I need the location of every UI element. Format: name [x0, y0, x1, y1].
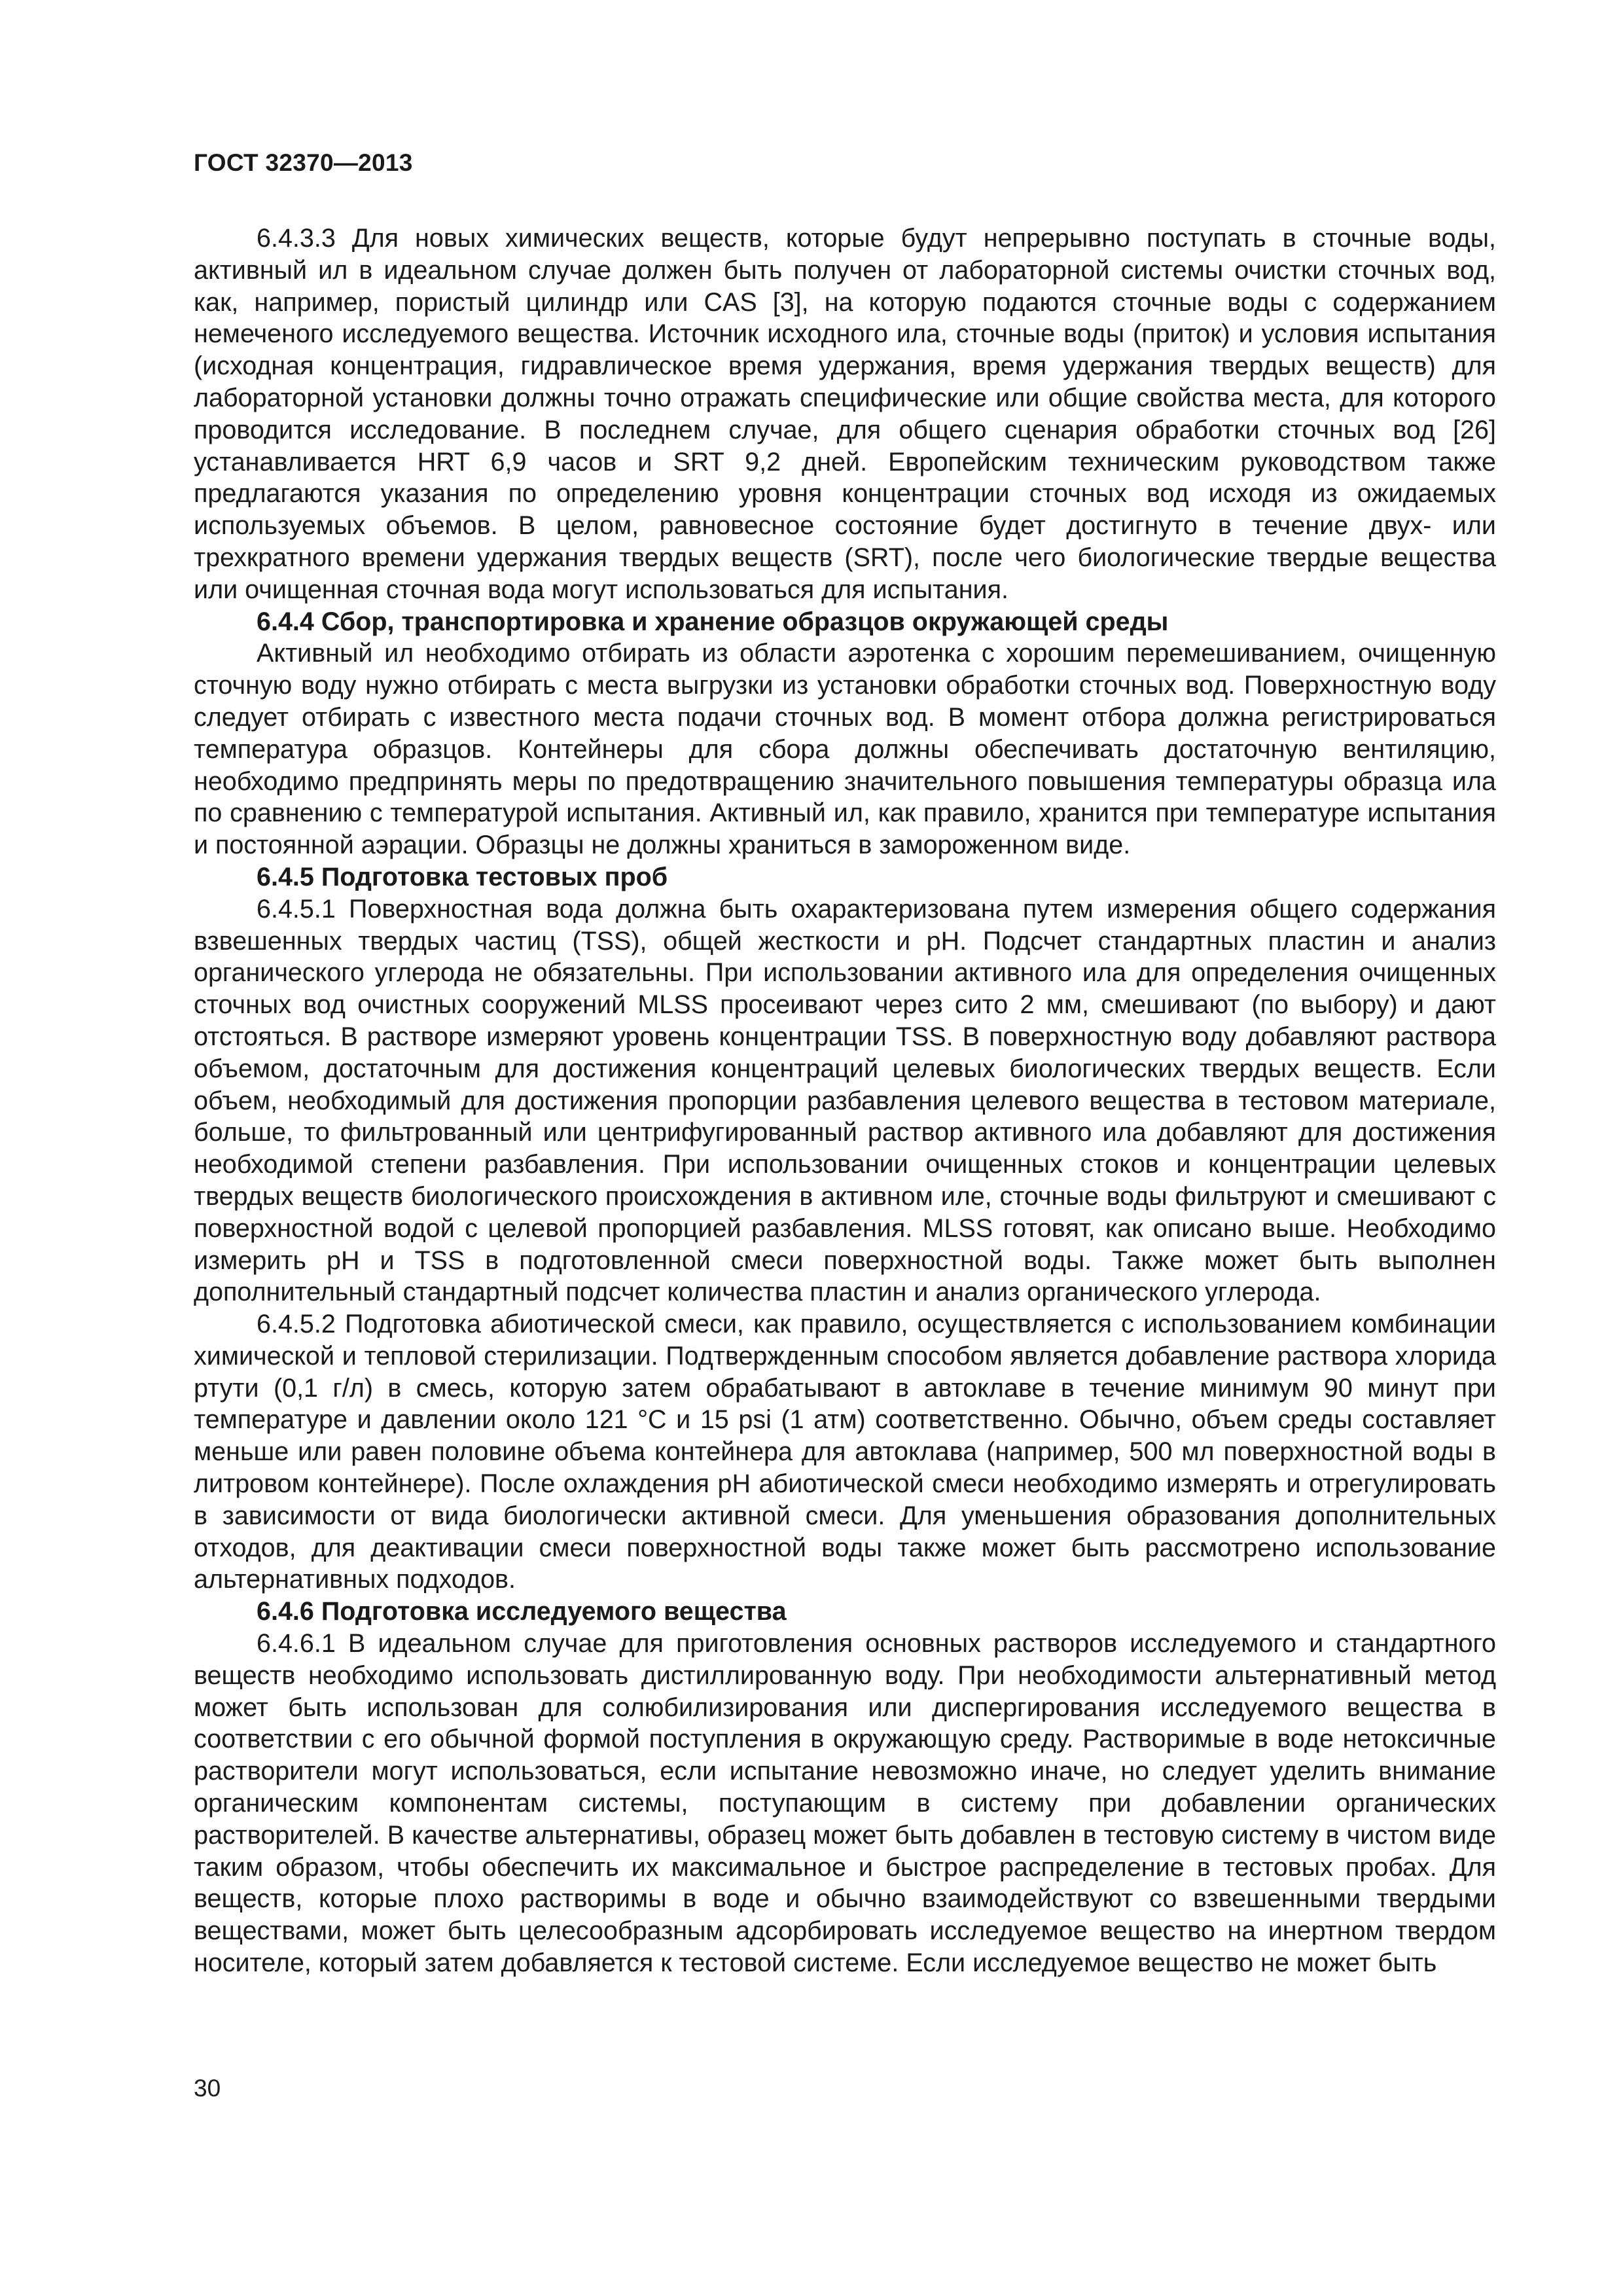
document-header: ГОСТ 32370—2013 — [194, 149, 413, 176]
document-body — [194, 223, 1496, 1979]
paragraph-6-4-4-body: Активный ил необходимо отбирать из области аэротенка с хорошим перемешиванием, очищенную сточную воду нужно отбирать с места выгрузки из установки обработки сточных вод. Поверхностную воду следует отбирать с известного места подачи сточных вод. В момент отбора должна регистрироваться температура образцов. Контейнеры для сбора должны обеспечивать достаточную вентиляцию, необходимо предпринять меры по предотвращению значительного повышения температуры образца ила по сравнению с температурой испытания. Активный ил, как правило, хранится при температуре испытания и постоянной аэрации. Образцы не должны храниться в замороженном виде. — [194, 639, 1496, 860]
section-heading-6-4-6: 6.4.6 Подготовка исследуемого вещества — [257, 1597, 787, 1626]
section-heading-6-4-4: 6.4.4 Сбор, транспортировка и хранение образцов окружающей среды — [257, 607, 1169, 636]
paragraph-6-4-5-2: 6.4.5.2 Подготовка абиотической смеси, как правило, осуществляется с использованием комбинации химической и тепловой стерилизации. Подтвержденным способом является добавление раствора хлорида ртути (0,1 г/л) в смесь, которую затем обрабатывают в автоклаве в течение минимум 90 минут при температуре и давлении около 121 °C и 15 psi (1 атм) соответственно. Обычно, объем среды составляет меньше или равен половине объема контейнера для автоклава (например, 500 мл поверхностной воды в литровом контейнере). После охлаждения pH абиотической смеси необходимо измерять и отрегулировать в зависимости от вида биологически активной смеси. Для уменьшения образования дополнительных отходов, для деактивации смеси поверхностной воды также может быть рассмотрено использование альтернативных подходов. — [194, 1310, 1496, 1594]
section-heading-6-4-5: 6.4.5 Подготовка тестовых проб — [257, 862, 668, 891]
paragraph-6-4-5-1: 6.4.5.1 Поверхностная вода должна быть охарактеризована путем измерения общего содержания взвешенных твердых частиц (TSS), общей жесткости и pH. Подсчет стандартных пластин и анализ органического углерода не обязательны. При использовании активного ила для определения очищенных сточных вод очистных сооружений MLSS просеивают через сито 2 мм, смешивают (по выбору) и дают отстояться. В растворе измеряют уровень концентрации TSS. В поверхностную воду добавляют раствора объемом, достаточным для достижения концентраций целевых биологических твердых веществ. Если объем, необходимый для достижения пропорции разбавления целевого вещества в тестовом материале, больше, то фильтрованный или центрифугированный раствор активного ила добавляют для достижения необходимой степени разбавления. При использовании очищенных стоков и концентрации целевых твердых веществ биологического происхождения в активном иле, сточные воды фильтруют и смешивают с поверхностной водой с целевой пропорцией разбавления. MLSS готовят, как описано выше. Необходимо измерить pH и TSS в подготовленной смеси поверхностной воды. Также может быть выполнен дополнительный стандартный подсчет количества пластин и анализ органического углерода. — [194, 894, 1496, 1307]
page-number: 30 — [194, 2075, 221, 2102]
paragraph-6-4-3-3: 6.4.3.3 Для новых химических веществ, которые будут непрерывно поступать в сточные воды, активный ил в идеальном случае должен быть получен от лабораторной системы очистки сточных вод, как, например, пористый цилиндр или CAS [3], на которую подаются сточные воды с содержанием немеченого исследуемого вещества. Источник исходного ила, сточные воды (приток) и условия испытания (исходная концентрация, гидравлическое время удержания, время удержания твердых веществ) для лабораторной установки должны точно отражать специфические или общие свойства места, для которого проводится исследование. В последнем случае, для общего сценария обработки сточных вод [26] устанавливается HRT 6,9 часов и SRT 9,2 дней. Европейским техническим руководством также предлагаются указания по определению уровня концентрации сточных вод исходя из ожидаемых используемых объемов. В целом, равновесное состояние будет достигнуто в течение двух- или трехкратного времени удержания твердых веществ (SRT), после чего биологические твердые вещества или очищенная сточная вода могут использоваться для испытания. — [194, 224, 1496, 604]
paragraph-6-4-6-1: 6.4.6.1 В идеальном случае для приготовления основных растворов исследуемого и стандартного веществ необходимо использовать дистиллированную воду. При необходимости альтернативный метод может быть использован для солюбилизирования или диспергирования исследуемого вещества в соответствии с его обычной формой поступления в окружающую среду. Растворимые в воде нетоксичные растворители могут использоваться, если испытание невозможно иначе, но следует уделить внимание органическим компонентам системы, поступающим в систему при добавлении органических растворителей. В качестве альтернативы, образец может быть добавлен в тестовую систему в чистом виде таким образом, чтобы обеспечить их максимальное и быстрое распределение в тестовых пробах. Для веществ, которые плохо растворимы в воде и обычно взаимодействуют со взвешенными твердыми веществами, может быть целесообразным адсорбировать исследуемое вещество на инертном твердом носителе, который затем добавляется к тестовой системе. Если исследуемое вещество не может быть — [194, 1629, 1496, 1978]
